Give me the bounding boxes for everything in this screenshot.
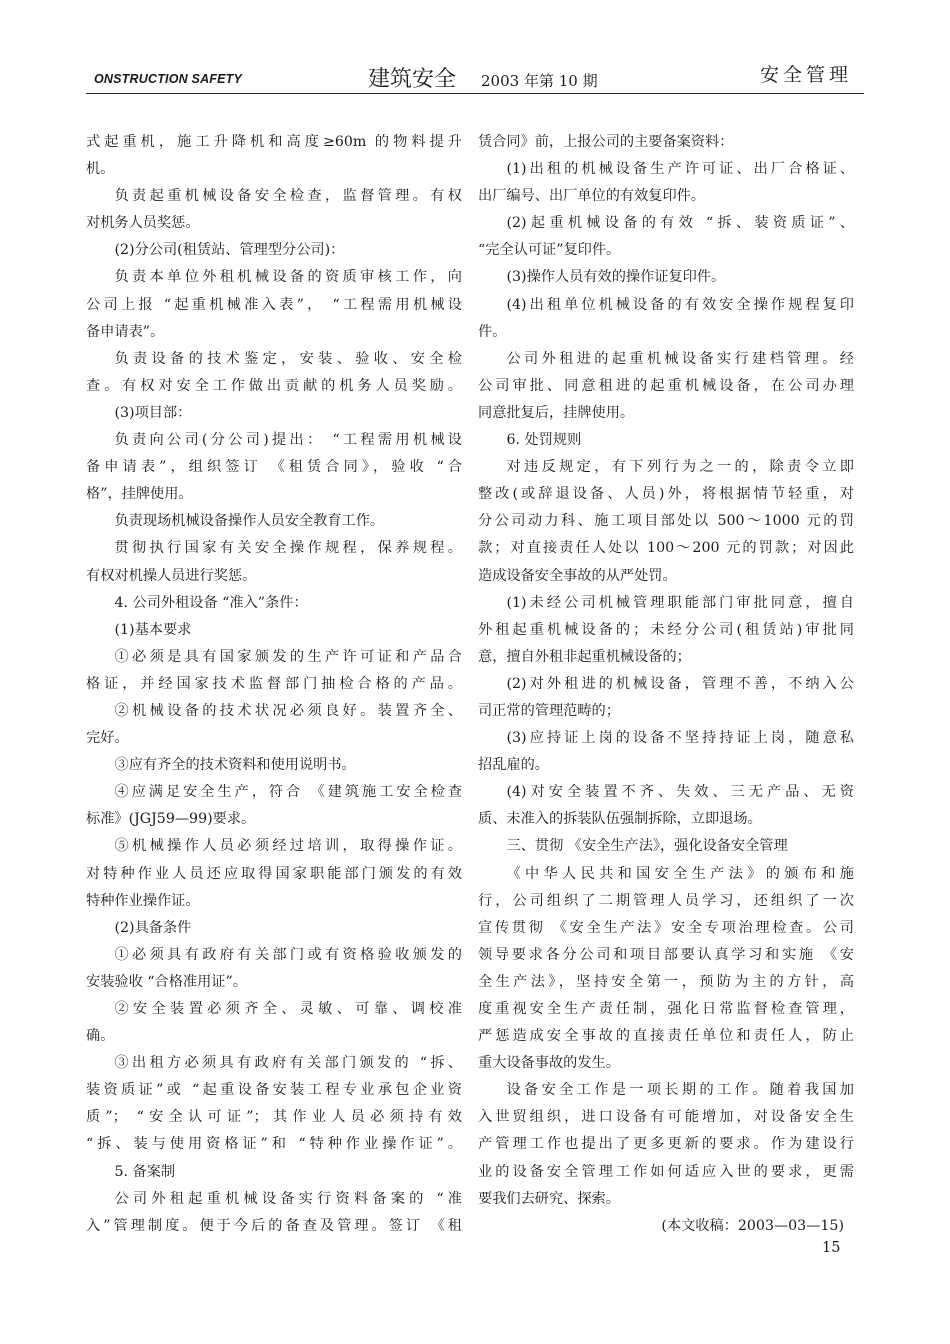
left-column-text-line: 装资质证”或 “起重设备安装工程专业承包企业资 bbox=[86, 1082, 462, 1099]
left-column-text-line: (2)具备条件 bbox=[114, 919, 192, 936]
journal-title: 建筑安全 bbox=[368, 67, 457, 92]
right-column-text-line: 入世贸组织，进口设备有可能增加，对设备安全生 bbox=[478, 1109, 854, 1126]
right-column-text-line: 意，擅自外租非起重机械设备的； bbox=[478, 648, 691, 665]
right-column bbox=[478, 129, 854, 1240]
right-column-text-line: 款；对直接责任人处以 100～200 元的罚款；对因此 bbox=[478, 540, 854, 557]
right-column-text-line: 三、贯彻 《安全生产法》，强化设备安全管理 bbox=[506, 838, 788, 855]
right-column-text-line: 度重视安全生产责任制，强化日常监督检查管理， bbox=[478, 1001, 854, 1017]
left-column-text-line: 有权对机操人员进行奖惩。 bbox=[86, 567, 257, 584]
received-date-note: (本文收稿：2003—03—15) bbox=[661, 1217, 844, 1234]
page-number: 15 bbox=[822, 1240, 841, 1256]
right-column-text-line: 招乱雇的。 bbox=[478, 757, 549, 774]
left-column-text-line: 格证，并经国家技术监督部门抽检合格的产品。 bbox=[86, 675, 462, 692]
left-column-text-line: 入”管理制度。便于今后的备查及管理。签订 《租 bbox=[86, 1217, 462, 1234]
right-column-text-line: 宣传贯彻 《安全生产法》安全专项治理检查。公司 bbox=[478, 919, 854, 936]
left-column-text-line: 贯彻执行国家有关安全操作规程，保养规程。 bbox=[114, 540, 462, 557]
left-column-text-line: 5. 备案制 bbox=[114, 1163, 176, 1180]
left-column-text-line: 备申请表”。 bbox=[86, 323, 165, 340]
right-column-text-line: 同意批复后，挂牌使用。 bbox=[478, 404, 635, 421]
left-column-text-line: 安装验收 “合格准用证”。 bbox=[86, 973, 247, 990]
left-column-text-line: ②机械设备的技术状况必须良好。装置齐全、 bbox=[114, 702, 462, 719]
right-column-text-line: (3)应持证上岗的设备不坚持持证上岗，随意私 bbox=[506, 730, 854, 747]
left-column-text-line: 4. 公司外租设备 “准入”条件： bbox=[114, 594, 308, 611]
left-column-text-line: 确。 bbox=[86, 1028, 115, 1045]
left-column-text-line: 公司上报 “起重机械准入表”， “工程需用机械设 bbox=[86, 296, 462, 313]
left-column-text-line: 标准》(JGJ59—99)要求。 bbox=[86, 811, 256, 828]
left-column bbox=[86, 129, 462, 1240]
left-column-text-line: ①必须是具有国家颁发的生产许可证和产品合 bbox=[114, 648, 462, 665]
left-column-text-line: 负责设备的技术鉴定，安装、验收、安全检 bbox=[114, 350, 462, 367]
left-column-text-line: (1)基本要求 bbox=[114, 621, 192, 638]
left-column-text-line: “拆、装与使用资格证”和 “特种作业操作证”。 bbox=[86, 1136, 462, 1153]
left-column-text-line: ③出租方必须具有政府有关部门颁发的 “拆、 bbox=[114, 1055, 462, 1072]
left-column-text-line: (2)分公司(租赁站、管理型分公司)： bbox=[114, 242, 345, 259]
issue-label: 2003 年第 10 期 bbox=[481, 72, 598, 90]
right-column-text-line: (4)对安全装置不齐、失效、三无产品、无资 bbox=[506, 784, 854, 801]
right-column-text-line: “完全认可证”复印件。 bbox=[478, 242, 621, 259]
left-column-text-line: (3)项目部： bbox=[114, 404, 192, 421]
left-column-text-line: 公司外租起重机械设备实行资料备案的 “准 bbox=[114, 1190, 462, 1207]
right-column-text-line: 件。 bbox=[478, 323, 507, 340]
left-column-text-line: 完好。 bbox=[86, 730, 129, 747]
right-column-text-line: 出厂编号、出厂单位的有效复印件。 bbox=[478, 188, 706, 205]
right-column-text-line: (1)未经公司机械管理职能部门审批同意，擅自 bbox=[506, 594, 854, 611]
right-column-lines bbox=[478, 129, 854, 1213]
right-column-text-line: 重大设备事故的发生。 bbox=[478, 1055, 620, 1072]
left-column-text-line: ④应满足安全生产，符合 《建筑施工安全检查 bbox=[114, 784, 462, 801]
left-column-text-line: 特种作业操作证。 bbox=[86, 892, 200, 909]
right-column-text-line: 对违反规定，有下列行为之一的，除责令立即 bbox=[506, 459, 854, 476]
left-column-text-line: ⑤机械操作人员必须经过培训，取得操作证。 bbox=[114, 838, 462, 855]
right-column-text-line: 赁合同》前，上报公司的主要备案资料： bbox=[478, 134, 734, 150]
right-column-text-line: 造成设备安全事故的从严处罚。 bbox=[478, 567, 677, 584]
journal-english-title: ONSTRUCTION SAFETY bbox=[94, 72, 243, 86]
left-column-text-line: 负责本单位外租机械设备的资质审核工作，向 bbox=[114, 269, 462, 286]
section-title: 安全管理 bbox=[759, 64, 852, 86]
right-column-text-line: 业的设备安全管理工作如何适应入世的要求，更需 bbox=[478, 1163, 854, 1180]
right-column-text-line: 6. 处罚规则 bbox=[506, 432, 582, 449]
right-column-text-line: 领导要求各分公司和项目部要认真学习和实施 《安 bbox=[478, 946, 854, 963]
running-header bbox=[86, 58, 864, 94]
right-column-text-line: 《中华人民共和国安全生产法》的颁布和施 bbox=[506, 865, 854, 882]
right-column-text-line: 质、未准入的拆装队伍强制拆除，立即退场。 bbox=[478, 811, 762, 828]
right-column-text-line: 产管理工作也提出了更多更新的要求。作为建设行 bbox=[478, 1136, 854, 1153]
left-column-text-line: 格”，挂牌使用。 bbox=[86, 486, 193, 503]
header-rule bbox=[86, 93, 864, 94]
right-column-text-line: 严惩造成安全事故的直接责任单位和责任人，防止 bbox=[478, 1028, 854, 1045]
right-column-text-line: (2)对外租进的机械设备，管理不善，不纳入公 bbox=[506, 675, 854, 692]
left-column-text-line: 备申请表”，组织签订 《租赁合同》，验收 “合 bbox=[86, 459, 462, 476]
right-column-text-line: (3)操作人员有效的操作证复印件。 bbox=[506, 269, 726, 286]
right-column-text-line: 整改(或辞退设备、人员)外，将根据情节轻重，对 bbox=[478, 486, 854, 503]
right-column-text-line: 全生产法》，坚持安全第一，预防为主的方针，高 bbox=[478, 973, 854, 990]
right-column-text-line: 要我们去研究、探索。 bbox=[478, 1190, 620, 1207]
left-column-text-line: 对机务人员奖惩。 bbox=[86, 215, 200, 232]
left-column-text-line: 负责现场机械设备操作人员安全教育工作。 bbox=[114, 513, 385, 530]
left-column-text-line: 质”； “安全认可证”；其作业人员必须持有效 bbox=[86, 1109, 462, 1126]
right-column-text-line: 公司外租进的起重机械设备实行建档管理。经 bbox=[506, 350, 854, 367]
left-column-text-line: ①必须具有政府有关部门或有资格验收颁发的 bbox=[114, 946, 462, 963]
right-column-text-line: 司正常的管理范畴的； bbox=[478, 702, 620, 719]
right-column-text-line: (1)出租的机械设备生产许可证、出厂合格证、 bbox=[506, 161, 854, 178]
right-column-text-line: 外租起重机械设备的；未经分公司(租赁站)审批同 bbox=[478, 621, 854, 638]
right-column-text-line: 设备安全工作是一项长期的工作。随着我国加 bbox=[506, 1082, 854, 1099]
left-column-text-line: 查。有权对安全工作做出贡献的机务人员奖励。 bbox=[86, 377, 462, 394]
right-column-text-line: 分公司动力科、施工项目部处以 500～1000 元的罚 bbox=[478, 513, 854, 530]
right-column-text-line: (2)起重机械设备的有效 “拆、装资质证”、 bbox=[506, 215, 854, 232]
left-column-text-line: ②安全装置必须齐全、灵敏、可靠、调校准 bbox=[114, 1001, 462, 1017]
left-column-text-line: 机。 bbox=[86, 161, 115, 178]
left-column-text-line: ③应有齐全的技术资料和使用说明书。 bbox=[114, 757, 356, 774]
right-column-text-line: 行，公司组织了二期管理人员学习，还组织了一次 bbox=[478, 892, 854, 909]
left-column-text-line: 对特种作业人员还应取得国家职能部门颁发的有效 bbox=[86, 865, 462, 882]
left-column-text-line: 负责起重机械设备安全检查，监督管理。有权 bbox=[114, 188, 462, 205]
right-column-text-line: (4)出租单位机械设备的有效安全操作规程复印 bbox=[506, 296, 854, 313]
left-column-text-line: 负责向公司(分公司)提出： “工程需用机械设 bbox=[114, 432, 462, 449]
left-column-text-line: 式起重机，施工升降机和高度≥60m 的物料提升 bbox=[86, 134, 462, 150]
right-column-text-line: 公司审批、同意租进的起重机械设备，在公司办理 bbox=[478, 377, 854, 394]
